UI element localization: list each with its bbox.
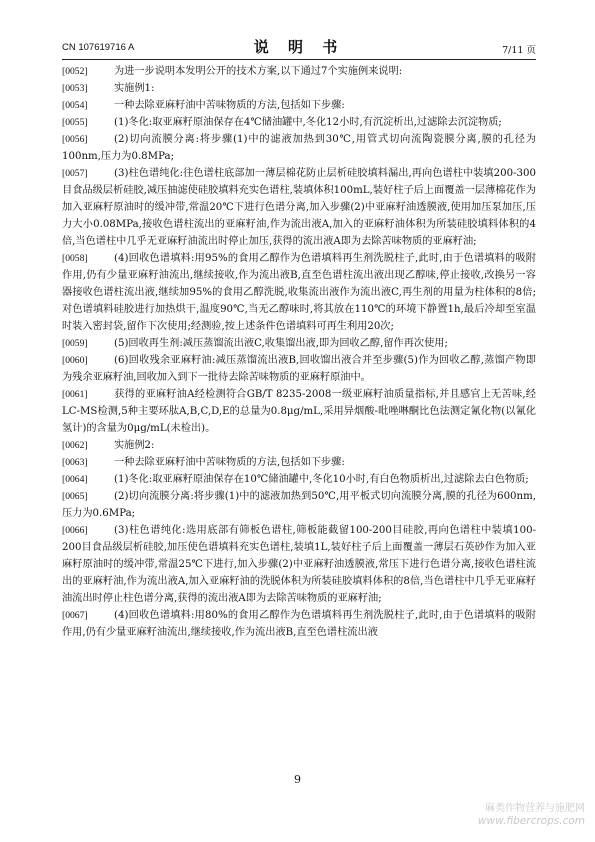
- paragraph-number: [0061]: [62, 389, 88, 400]
- paragraph-number: [0059]: [62, 338, 88, 349]
- paragraph-number: [0064]: [62, 474, 88, 485]
- paragraph-text: (1)冬化:取亚麻籽原油保存在10℃储油罐中,冬化10小时,有白色物质析出,过滤除去白色物质;: [114, 474, 529, 485]
- paragraph: [62, 97, 536, 114]
- paragraph-text: 一种去除亚麻籽油中苦味物质的方法,包括如下步骤:: [114, 457, 345, 468]
- paragraph-number: [0058]: [62, 253, 88, 264]
- paragraph-text: (1)冬化:取亚麻籽原油保存在4℃储油罐中,冬化12小时,有沉淀析出,过滤除去沉淀物质;: [114, 117, 502, 128]
- paragraph: [62, 335, 536, 352]
- paragraph-number: [0054]: [62, 100, 88, 111]
- paragraph-number: [0057]: [62, 168, 88, 179]
- paragraph: [62, 454, 536, 471]
- paragraph-text: 实施例1:: [114, 83, 155, 94]
- page-number: 9: [294, 773, 301, 786]
- paragraph: [62, 63, 536, 80]
- header-divider: [62, 59, 536, 60]
- page-count: 7/11 页: [502, 45, 536, 56]
- page-title: 说 明 书: [253, 38, 345, 56]
- paragraph-number: [0053]: [62, 83, 88, 94]
- paragraph-text: (3)柱色谱纯化:选用底部有筛板色谱柱,筛板能截留100-200目硅胶,再向色谱柱中装填100-200目食品级层析硅胶,加压使色谱填料充实色谱柱,装填1L,装好柱子后上面覆盖一薄层石英砂作为加入亚麻籽原油时的缓冲带,常温25℃下进行,加入步骤(2)中亚麻籽油透膜液,常压下进行色谱分离,接收色谱柱流出的亚麻籽油,作为流出液A,加入亚麻籽油的洗脱体积为所装硅胶填料体积的8倍,当色谱柱中几乎无亚麻籽油流出时停止柱色谱分离,获得的流出液A即为去除苦味物质的亚麻籽油;: [62, 525, 536, 604]
- document-id: CN 107619716 A: [62, 42, 135, 53]
- paragraph-text: (5)回收再生剂:减压蒸馏流出液C,收集馏出液,即为回收乙醇,留作再次使用;: [114, 338, 448, 349]
- paragraph-number: [0065]: [62, 491, 88, 502]
- paragraph: [62, 352, 536, 386]
- paragraph-number: [0062]: [62, 440, 88, 451]
- paragraph-text: (4)回收色谱填料:用80%的食用乙醇作为色谱填料再生剂洗脱柱子,此时,由于色谱填料的吸附作用,仍有少量亚麻籽油流出,继续接收,作为流出液B,直至色谱柱流出液: [62, 610, 536, 638]
- paragraph: [62, 114, 536, 131]
- paragraph-number: [0060]: [62, 355, 88, 366]
- paragraph: [62, 437, 536, 454]
- watermark: [478, 802, 585, 828]
- paragraph: [62, 250, 536, 335]
- page-header: [62, 36, 536, 56]
- paragraph-number: [0056]: [62, 134, 88, 145]
- paragraph: [62, 488, 536, 522]
- paragraph: [62, 386, 536, 437]
- paragraph-text: 实施例2:: [114, 440, 155, 451]
- paragraph-number: [0055]: [62, 117, 88, 128]
- paragraph: [62, 471, 536, 488]
- paragraph-number: [0052]: [62, 66, 88, 77]
- paragraph-number: [0067]: [62, 610, 88, 621]
- paragraph-text: 获得的亚麻籽油A经检测符合GB/T 8235-2008一级亚麻籽油质量指标,并且感官上无苦味,经LC-MS检测,5种主要环肽A,B,C,D,E的总量为0.8μg/mL,采用异烟酸-吡唑啉酮比色法测定氰化物(以氰化氢计)的含量为0μg/mL(未检出)。: [62, 389, 536, 434]
- paragraph-number: [0063]: [62, 457, 88, 468]
- paragraph-text: (2)切向流膜分离:将步骤(1)中的滤液加热到50℃,用平板式切向流膜分离,膜的孔径为600nm,压力为0.6MPa;: [62, 491, 536, 519]
- paragraph: [62, 522, 536, 607]
- paragraph-text: 一种去除亚麻籽油中苦味物质的方法,包括如下步骤:: [114, 100, 345, 111]
- paragraph: [62, 607, 536, 641]
- watermark-name: 麻类作物营养与施肥网: [485, 803, 585, 814]
- paragraph-text: (6)回收残余亚麻籽油:减压蒸馏流出液B,回收馏出液合并至步骤(5)作为回收乙醇,蒸馏产物即为残余亚麻籽油,回收加入到下一批待去除苦味物质的亚麻籽原油中。: [62, 355, 536, 383]
- paragraph-text: (2)切向流膜分离:将步骤(1)中的滤液加热到30℃,用管式切向流陶瓷膜分离,膜的孔径为100nm,压力为0.8MPa;: [62, 134, 536, 162]
- paragraph: [62, 165, 536, 250]
- paragraph-text: (4)回收色谱填料:用95%的食用乙醇作为色谱填料再生剂洗脱柱子,此时,由于色谱填料的吸附作用,仍有少量亚麻籽油流出,继续接收,作为流出液B,直至色谱柱流出液出现乙醇味,停止接收,改换另一容器接收色谱柱流出液,继续加95%的食用乙醇洗脱,收集流出液作为流出液C,再生剂的用量为柱体积的8倍;对色谱填料硅胶进行加热烘干,温度90℃,当无乙醇味时,将其放在110℃的环境下静置1h,最后冷却至室温时装入密封袋,留作下次使用;经测验,按上述条件色谱填料可再生利用20次;: [62, 253, 536, 332]
- paragraph-number: [0066]: [62, 525, 88, 536]
- paragraph: [62, 131, 536, 165]
- paragraph-text: 为进一步说明本发明公开的技术方案,以下通过7个实施例来说明:: [114, 66, 403, 77]
- paragraph-text: (3)柱色谱纯化:往色谱柱底部加一薄层棉花防止层析硅胶填料漏出,再向色谱柱中装填200-300目食品级层析硅胶,减压抽滤使硅胶填料充实色谱柱,装填体积100mL,装好柱子后上面覆盖一层薄棉花作为加入亚麻籽原油时的缓冲带,常温20℃下进行色谱分离,加入步骤(2)中亚麻籽油透膜液,使用加压泵加压,压力大小0.08MPa,接收色谱柱流出的亚麻籽油,作为流出液A,加入的亚麻籽油体积为所装硅胶填料体积的4倍,当色谱柱中几乎无亚麻籽油流出时停止加压,获得的流出液A即为去除苦味物质的亚麻籽油;: [62, 168, 536, 247]
- paragraph: [62, 80, 536, 97]
- watermark-url: www.fibercrops.com: [477, 815, 585, 827]
- document-body: [62, 63, 536, 641]
